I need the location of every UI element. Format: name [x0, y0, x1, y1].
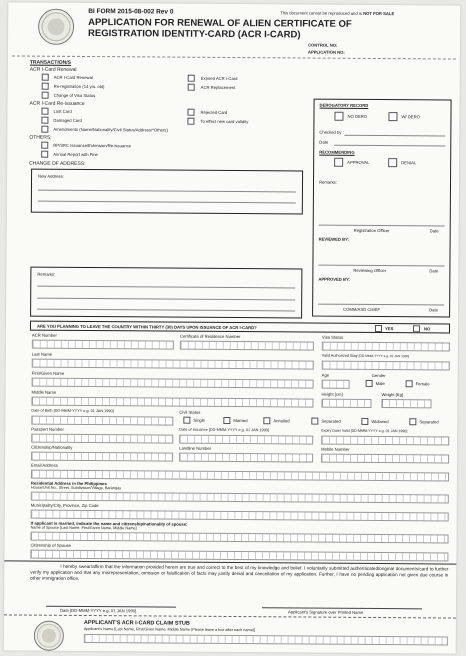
- separated2-label: Separated: [419, 419, 439, 425]
- lost-card-label: Lost Card: [53, 108, 72, 114]
- middle-name-field[interactable]: [31, 397, 313, 408]
- recommending-heading: RECOMMENDING: [319, 149, 355, 155]
- header-divider: [12, 55, 456, 59]
- derogatory-record-heading: DEROGATORY RECORD: [319, 102, 369, 108]
- new-address-box[interactable]: [31, 169, 303, 215]
- cert-residence-label: Certificate of Residence Number: [179, 333, 241, 340]
- residential-address-field[interactable]: [31, 492, 449, 504]
- re-registration-checkbox[interactable]: [42, 83, 49, 90]
- lost-card-checkbox[interactable]: [41, 108, 48, 115]
- acr-number-label: ACR Number: [31, 332, 57, 338]
- leave-yes-label: YES: [384, 326, 394, 332]
- male-label: Male: [375, 381, 385, 387]
- married-checkbox[interactable]: [223, 417, 230, 424]
- spouse-citizenship-label: Citizenship of Spouse: [30, 542, 72, 548]
- passport-field[interactable]: [31, 434, 173, 444]
- separated-checkbox[interactable]: [311, 418, 318, 425]
- bureau-seal-logo: [38, 9, 74, 45]
- no-dero-checkbox[interactable]: [334, 112, 343, 121]
- change-visa-label: Change of Visa Status: [53, 92, 96, 99]
- registration-officer-label: Registration Officer: [353, 227, 390, 234]
- application-form-page: [4, 2, 461, 653]
- new-address-line: [38, 201, 296, 204]
- office-remarks-label: Remarks:: [319, 179, 337, 185]
- leave-country-question-bar: [30, 321, 450, 334]
- reviewing-officer-label: Reviewing Officer: [353, 267, 387, 274]
- amendments-label: Amendments (Name/Nationality/Civil Status/Address/*Others): [53, 126, 168, 133]
- remarks-label: Remarks:: [37, 271, 56, 277]
- reviewing-officer-line: [318, 265, 444, 267]
- reviewed-by-heading: REVIEWED BY:: [318, 236, 350, 242]
- registration-officer-line: [319, 225, 445, 227]
- re-registration-label: Re-registration (14 yrs. old): [53, 83, 105, 90]
- expired-acr-checkbox[interactable]: [188, 75, 195, 82]
- stub-name-field[interactable]: [84, 634, 448, 646]
- stub-name-label: Applicant's Name [Last Name, First/Given Name, Middle Name (Please leave a box after each name)]: [83, 626, 256, 633]
- checked-by-label: Checked by :: [319, 129, 344, 135]
- age-field[interactable]: [322, 380, 350, 389]
- spouse-heading: If applicant is married, indicate the name and citizenship/nationality of spouse:: [30, 520, 188, 527]
- approved-by-heading: APPROVED BY:: [318, 276, 350, 282]
- visa-status-label: Visa Status: [321, 334, 344, 340]
- new-validity-checkbox[interactable]: [187, 118, 194, 125]
- female-checkbox[interactable]: [406, 380, 413, 387]
- remarks-box[interactable]: [30, 267, 302, 319]
- expiry-date-field[interactable]: [321, 436, 449, 446]
- approval-label: APPROVAL: [347, 159, 370, 165]
- cut-line: [4, 614, 456, 618]
- remarks-line: [37, 298, 295, 301]
- separated-label: Separated: [321, 418, 341, 424]
- male-checkbox[interactable]: [366, 380, 373, 387]
- rejected-card-checkbox[interactable]: [187, 109, 194, 116]
- control-no-label: CONTROL NO:: [307, 42, 338, 48]
- change-address-heading: CHANGE OF ADDRESS:: [29, 160, 86, 167]
- application-no-label: APPLICATION NO:: [307, 49, 345, 55]
- damaged-card-label: Damaged Card: [53, 117, 82, 123]
- married-label: Married: [233, 418, 248, 424]
- last-name-label: Last Name: [31, 351, 53, 357]
- declaration-text: I hereby swear/affirm that the information provided herein are true and correct to the best of my knowledge and belief. I voluntarily submitted authenticated/original documents/card to further verify my application and that any misrepresentation, omission or falsification of facts may justify denial and cancellation of my application. Further, I have no pending application not given due course in other immigration office.: [30, 563, 449, 581]
- acr-replacement-label: ACR Replacement: [200, 84, 236, 91]
- date-issuance-label: Date of Issuance [DD-MMM-YYYY e.g. 01 JAN 1990]: [179, 427, 269, 433]
- single-label: Single: [193, 417, 206, 423]
- remarks-line: [37, 309, 295, 312]
- email-label: Email Address: [31, 462, 58, 468]
- age-label: Age: [321, 372, 330, 378]
- expiry-date-label: Expiry Date/ Valid [DD-MMM-YYYY e.g. 01 JAN 1990]: [321, 428, 408, 434]
- leave-country-question: ARE YOU PLANNING TO LEAVE THE COUNTRY WITHIN THIRTY (30) DAYS UPON ISSUANCE OF ACR I-CARD?: [36, 323, 257, 331]
- widowed-label: Widowed: [371, 418, 389, 425]
- mobile-field[interactable]: [321, 454, 449, 464]
- citizenship-field[interactable]: [31, 452, 173, 462]
- residential-hint: House/Unit No., Street, Subdivision/Village, Barangay: [30, 485, 122, 491]
- w-dero-checkbox[interactable]: [388, 112, 397, 121]
- new-validity-label: To effect new card validity: [200, 118, 249, 125]
- mobile-label: Mobile Number: [321, 446, 350, 452]
- transactions-heading: TRANSACTION/S: [29, 59, 71, 66]
- gender-label: Gender: [371, 372, 386, 379]
- email-field[interactable]: [31, 470, 449, 482]
- middle-name-label: Middle Name: [31, 389, 57, 395]
- office-date-line: [334, 145, 445, 147]
- commissioner-date-label: Date: [429, 307, 439, 313]
- single-checkbox[interactable]: [183, 417, 190, 424]
- residential-address-heading: Residential Address in the Philippines: [30, 480, 107, 487]
- rp-src-checkbox[interactable]: [41, 142, 48, 149]
- acr-replacement-checkbox[interactable]: [188, 84, 195, 91]
- separated2-checkbox[interactable]: [409, 418, 416, 425]
- office-use-panel: [312, 99, 452, 318]
- commissioner-line: [318, 304, 444, 306]
- declaration-date-label: Date [DD-MMM-YYYY e.g. 01 JAN 1990]: [60, 607, 137, 614]
- new-address-label: New Address:: [38, 173, 64, 179]
- w-dero-label: W/ DERO: [401, 114, 420, 120]
- last-name-field[interactable]: [32, 359, 314, 370]
- date-issuance-field[interactable]: [179, 435, 313, 445]
- height-label: Height [cm]: [321, 391, 343, 397]
- acr-renewal-label: ACR I-Card Renewal: [53, 74, 93, 81]
- valid-stay-label: Valid Authorized Stay [DD-MMM-YYYY e.g. 01 JAN 1990]: [321, 353, 410, 359]
- change-visa-checkbox[interactable]: [42, 92, 49, 99]
- leave-no-checkbox[interactable]: [413, 325, 420, 332]
- others-heading: OTHERS:: [29, 134, 52, 141]
- annulled-checkbox[interactable]: [263, 417, 270, 424]
- dob-label: Date of Birth [DD-MMM-YYYY e.g. 01 JAN 1990]: [31, 408, 114, 414]
- acr-number-field[interactable]: [32, 340, 174, 350]
- amendments-checkbox[interactable]: [41, 126, 48, 133]
- applicant-signature-label: Applicant's Signature over Printed Name: [288, 609, 364, 615]
- reviewing-date-label: Date: [429, 268, 439, 274]
- weight-label: Weight [Kg]: [381, 392, 404, 398]
- checked-by-line: [344, 135, 445, 137]
- annulled-label: Annulled: [273, 418, 290, 424]
- municipality-label: Municipality/City, Province, Zip Code: [30, 502, 99, 509]
- not-for-sale-notice: This document cannot be reproduced and is NOT FOR SALE: [280, 10, 395, 17]
- acr-renewal-checkbox[interactable]: [42, 74, 49, 81]
- renewal-heading: ACR I-Card Renewal: [29, 66, 77, 73]
- denial-label: DENIAL: [401, 160, 417, 166]
- claim-stub-title: APPLICANT'S ACR I-CARD CLAIM STUB: [83, 619, 190, 627]
- rp-src-label: RP/SRC Issuance/Extension/Re-issuance: [53, 142, 132, 149]
- leave-yes-checkbox[interactable]: [375, 325, 382, 332]
- spouse-name-label: Name of Spouse [Last Name, First/Given Name, Middle Name]: [30, 525, 137, 531]
- expired-acr-label: Expired ACR I-Card: [200, 75, 238, 82]
- commissioner-label: COMM/ASD CHIEF: [343, 306, 380, 313]
- registration-date-label: Date: [429, 228, 439, 234]
- visa-status-field[interactable]: [322, 342, 450, 352]
- height-field[interactable]: [321, 399, 371, 408]
- annual-report-label: Annual Report with Fine: [53, 151, 98, 158]
- citizenship-label: Citizenship/Nationality: [31, 444, 73, 450]
- dob-field[interactable]: [31, 416, 173, 426]
- stub-bureau-seal-logo: [34, 621, 64, 651]
- landline-label: Landline Number: [179, 445, 212, 451]
- municipality-field[interactable]: [31, 510, 449, 522]
- new-address-line: [38, 190, 296, 193]
- valid-stay-field[interactable]: [322, 361, 450, 371]
- widowed-checkbox[interactable]: [361, 418, 368, 425]
- reissuance-heading: ACR I-Card Re-issuance: [29, 100, 85, 107]
- denial-checkbox[interactable]: [388, 158, 397, 167]
- spouse-citizenship-field[interactable]: [30, 550, 448, 562]
- approval-checkbox[interactable]: [334, 158, 343, 167]
- leave-no-label: NO: [423, 326, 431, 332]
- civil-status-label: Civil Status: [179, 409, 201, 415]
- damaged-card-checkbox[interactable]: [41, 117, 48, 124]
- cert-residence-field[interactable]: [180, 341, 314, 351]
- first-name-field[interactable]: [32, 378, 314, 389]
- rejected-card-label: Rejected Card: [200, 109, 228, 115]
- form-title: APPLICATION FOR RENEWAL OF ALIEN CERTIFICATE OF REGISTRATION IDENTITY-CARD (ACR I-CARD): [88, 16, 352, 41]
- weight-field[interactable]: [381, 399, 431, 408]
- landline-field[interactable]: [179, 453, 313, 463]
- remarks-line: [37, 286, 295, 289]
- spouse-name-field[interactable]: [31, 532, 449, 544]
- female-label: Female: [415, 381, 430, 387]
- passport-label: Passport Number: [31, 426, 64, 432]
- no-dero-label: NO DERO: [347, 113, 368, 119]
- office-date-label: Date: [319, 139, 329, 145]
- form-id: BI FORM 2015-08-002 Rev 0: [88, 7, 174, 16]
- first-name-label: First/Given Name: [31, 370, 65, 376]
- annual-report-checkbox[interactable]: [41, 151, 48, 158]
